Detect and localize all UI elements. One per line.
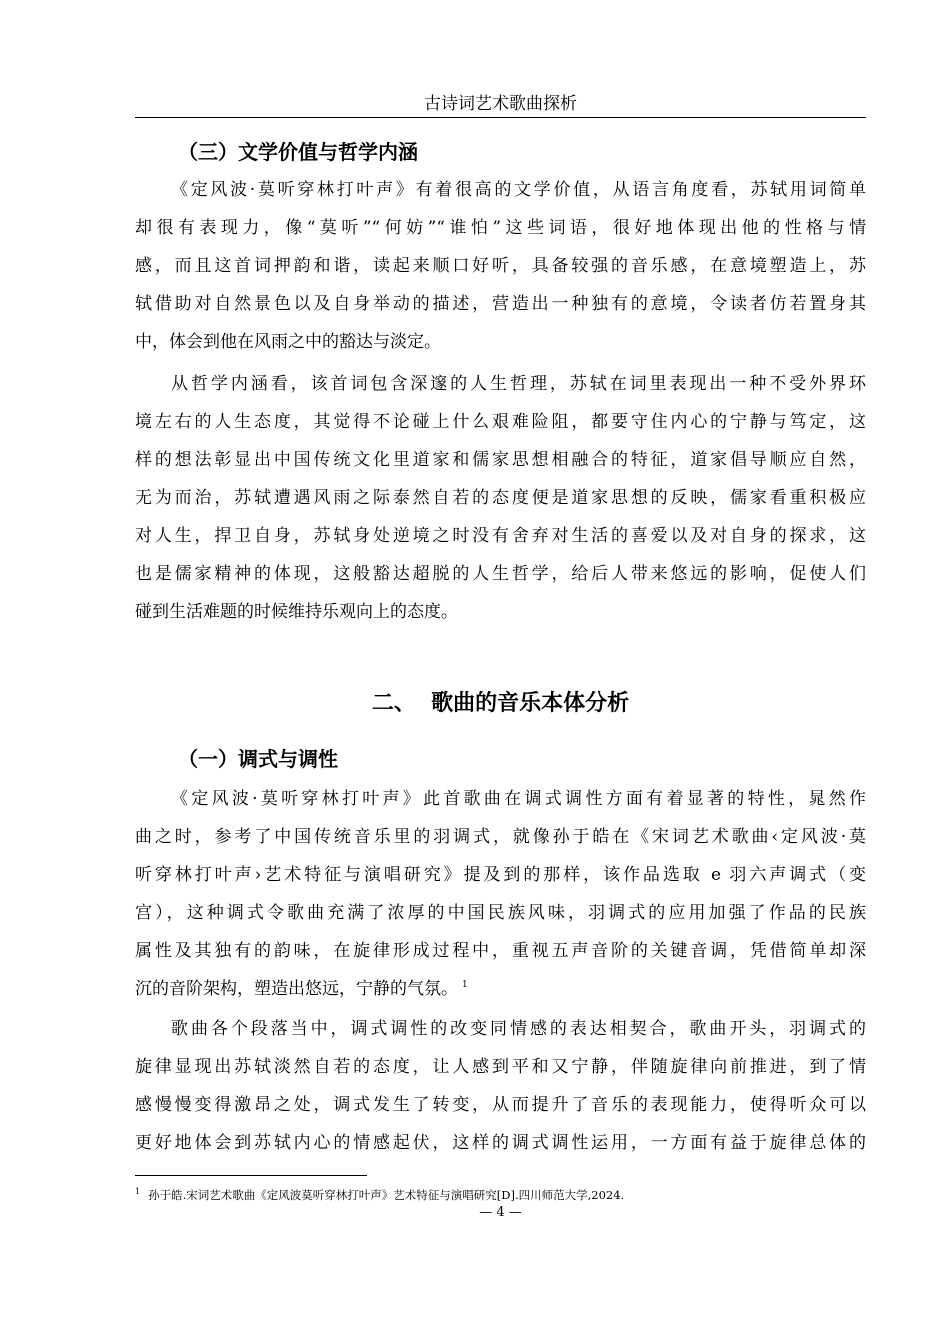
text-line (135, 970, 866, 1008)
paragraph-philosophy (135, 365, 866, 631)
text-line: 感，而且这首词押韵和谐，读起来顺口好听，具备较强的音乐感，在意境塑造上，苏 (135, 256, 866, 276)
page-number: — 4 — (479, 1205, 522, 1220)
section-heading-3: （三）文学价值与哲学内涵 (178, 140, 418, 164)
footnote-divider (135, 1175, 367, 1176)
footnote-mark: 1 (135, 1187, 141, 1196)
text-line: 无为而治，苏轼遭遇风雨之际泰然自若的态度便是道家思想的反映，儒家看重积极应 (135, 488, 866, 508)
text-line: 宫），这种调式令歌曲充满了浓厚的中国民族风味，羽调式的应用加强了作品的民族 (135, 903, 866, 923)
paragraph-mode-tonality (135, 780, 866, 1008)
text-line: 听穿林打叶声›艺术特征与演唱研究》提及到的那样，该作品选取 e 羽六声调式（变 (135, 865, 866, 885)
chapter-heading: 二、 歌曲的音乐本体分析 (371, 691, 630, 716)
footnote-text: 孙于皓.宋词艺术歌曲《定风波莫听穿林打叶声》艺术特征与演唱研究[D].四川师范大学,2024. (148, 1187, 625, 1202)
text-line: 中，体会到他在风雨之中的豁达与淡定。 (135, 332, 441, 352)
text-line: 更好地体会到苏轼内心的情感起伏，这样的调式调性运用，一方面有益于旋律总体的 (135, 1133, 866, 1153)
text-line-content: 沉的音阶架构，塑造出悠远，宁静的气氛。 (135, 979, 458, 999)
text-line: 属性及其独有的韵味，在旋律形成过程中，重视五声音阶的关键音调，凭借简单却深 (135, 941, 866, 961)
text-line: 轼借助对自然景色以及自身举动的描述，营造出一种独有的意境，令读者仿若置身其 (135, 294, 866, 314)
text-line: 《定风波·莫听穿林打叶声》有着很高的文学价值，从语言角度看，苏轼用词简单 (171, 180, 866, 200)
paragraph-mode-change (135, 1010, 866, 1162)
text-line: 样的想法彰显出中国传统文化里道家和儒家思想相融合的特征，道家倡导顺应自然， (135, 450, 866, 470)
text-line: 境左右的人生态度，其觉得不论碰上什么艰难险阻，都要守住内心的宁静与笃定，这 (135, 412, 866, 432)
text-line: 却很有表现力，像“莫听”“何妨”“谁怕”这些词语，很好地体现出他的性格与情 (135, 218, 866, 238)
text-line: 歌曲各个段落当中，调式调性的改变同情感的表达相契合，歌曲开头，羽调式的 (171, 1019, 866, 1039)
paragraph-literary-value (135, 171, 866, 361)
text-line: 曲之时，参考了中国传统音乐里的羽调式，就像孙于皓在《宋词艺术歌曲‹定风波·莫 (135, 827, 866, 847)
text-line: 旋律显现出苏轼淡然自若的态度，让人感到平和又宁静，伴随旋律向前推进，到了情 (135, 1057, 866, 1077)
footnote (135, 1184, 624, 1203)
text-line: 碰到生活难题的时候维持乐观向上的态度。 (135, 602, 458, 622)
text-line: 对人生，捍卫自身，苏轼身处逆境之时没有舍弃对生活的喜爱以及对自身的探求，这 (135, 526, 866, 546)
text-line: 也是儒家精神的体现，这般豁达超脱的人生哲学，给后人带来悠远的影响，促使人们 (135, 564, 866, 584)
footnote-reference: 1 (462, 980, 468, 991)
running-header: 古诗词艺术歌曲探析 (424, 94, 577, 114)
text-line: 感慢慢变得激昂之处，调式发生了转变，从而提升了音乐的表现能力，使得听众可以 (135, 1095, 866, 1115)
header-divider (135, 117, 866, 118)
section-heading-1: （一）调式与调性 (178, 747, 338, 771)
text-line: 从哲学内涵看，该首词包含深邃的人生哲理，苏轼在词里表现出一种不受外界环 (171, 374, 866, 394)
text-line: 《定风波·莫听穿林打叶声》此首歌曲在调式调性方面有着显著的特性，晁然作 (171, 789, 866, 809)
